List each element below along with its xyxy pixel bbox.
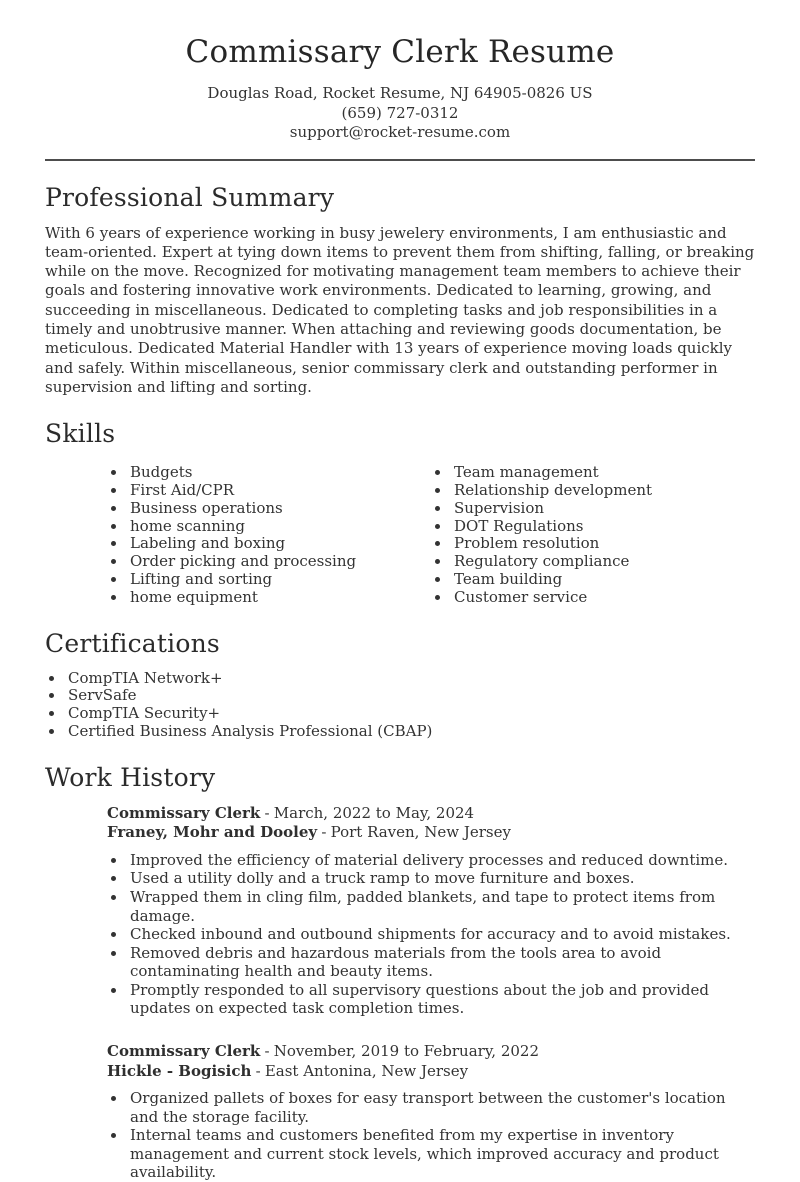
job-title-separator: - (264, 1042, 270, 1061)
work-history-job-2 (107, 1042, 755, 1182)
job-title: Commissary Clerk (107, 803, 261, 822)
job-dates: November, 2019 to February, 2022 (273, 1042, 540, 1061)
list-item: • CompTIA Security+ (65, 705, 755, 723)
list-item: • Internal teams and customers benefited from my expertise in inventory management and current stock levels, which improved accuracy and product availability. (127, 1126, 755, 1182)
job-title-line (107, 1042, 755, 1062)
list-item: • Customer service (451, 589, 755, 607)
list-item: • Used a utility dolly and a truck ramp to move furniture and boxes. (127, 869, 755, 888)
header-divider (45, 159, 755, 161)
section-heading-work-history: Work History (45, 762, 216, 792)
job-bullet-list (107, 1089, 755, 1182)
list-item: • Regulatory compliance (451, 553, 755, 571)
job-company-separator: - (321, 823, 327, 842)
list-item: • Organized pallets of boxes for easy transport between the customer's location and the storage facility. (127, 1089, 755, 1126)
contact-block (45, 84, 755, 143)
job-company: Franey, Mohr and Dooley (107, 823, 318, 842)
job-title-line (107, 804, 755, 824)
list-item: • ServSafe (65, 687, 755, 705)
job-company: Hickle - Bogisich (107, 1061, 252, 1080)
list-item: • Problem resolution (451, 535, 755, 553)
job-title: Commissary Clerk (107, 1042, 261, 1061)
skills-list-right (431, 464, 755, 606)
job-company-line (107, 823, 755, 843)
page-title: Commissary Clerk Resume (185, 34, 615, 70)
job-title-separator: - (264, 803, 270, 822)
list-item: • Wrapped them in cling film, padded blankets, and tape to protect items from damage. (127, 888, 755, 925)
list-item: • Checked inbound and outbound shipments for accuracy and to avoid mistakes. (127, 925, 755, 944)
list-item: • Team management (451, 464, 755, 482)
section-heading-certifications: Certifications (45, 628, 220, 658)
job-company-separator: - (255, 1061, 261, 1080)
list-item: • Removed debris and hazardous materials from the tools area to avoid contaminating health and beauty items. (127, 944, 755, 981)
section-heading-summary: Professional Summary (45, 182, 335, 212)
list-item: • Business operations (127, 500, 431, 518)
job-dates: March, 2022 to May, 2024 (273, 803, 475, 822)
job-company-line (107, 1062, 755, 1082)
skills-list-left (107, 464, 431, 606)
list-item: • First Aid/CPR (127, 482, 431, 500)
list-item: • Promptly responded to all supervisory questions about the job and provided updates on expected task completion times. (127, 981, 755, 1018)
list-item: • CompTIA Network+ (65, 670, 755, 688)
job-location: Port Raven, New Jersey (330, 823, 511, 842)
job-location: East Antonina, New Jersey (264, 1061, 469, 1080)
list-item: • home scanning (127, 518, 431, 536)
contact-email: support@rocket-resume.com (289, 123, 511, 141)
job-bullet-list (107, 851, 755, 1018)
summary-text: With 6 years of experience working in busy jewelery environments, I am enthusiastic and team-oriented. Expert at tying down items to prevent them from shifting, falling, or breaking while on the move. Recognized for motivating management team members to achieve their goals and fostering innovative work environments. Dedicated to learning, growing, and succeeding in miscellaneous. Dedicated to completing tasks and job responsibilities in a timely and unobtrusive manner. When attaching and reviewing goods documentation, be meticulous. Dedicated Material Handler with 13 years of experience moving loads quickly and safely. Within miscellaneous, senior commissary clerk and outstanding performer in supervision and lifting and sorting. (45, 223, 755, 396)
list-item: • Supervision (451, 500, 755, 518)
list-item: • Budgets (127, 464, 431, 482)
list-item: • Relationship development (451, 482, 755, 500)
list-item: • Team building (451, 571, 755, 589)
list-item: • DOT Regulations (451, 518, 755, 536)
contact-address: Douglas Road, Rocket Resume, NJ 64905-0826 US (207, 84, 593, 102)
certifications-list (45, 670, 755, 741)
list-item: • Certified Business Analysis Professional (CBAP) (65, 723, 755, 741)
section-heading-skills: Skills (45, 419, 116, 449)
list-item: • home equipment (127, 589, 431, 607)
list-item: • Order picking and processing (127, 553, 431, 571)
list-item: • Improved the efficiency of material delivery processes and reduced downtime. (127, 851, 755, 870)
skills-columns (107, 460, 755, 606)
list-item: • Labeling and boxing (127, 535, 431, 553)
work-history-job-1 (107, 804, 755, 1018)
list-item: • Lifting and sorting (127, 571, 431, 589)
contact-phone: (659) 727-0312 (341, 103, 459, 122)
